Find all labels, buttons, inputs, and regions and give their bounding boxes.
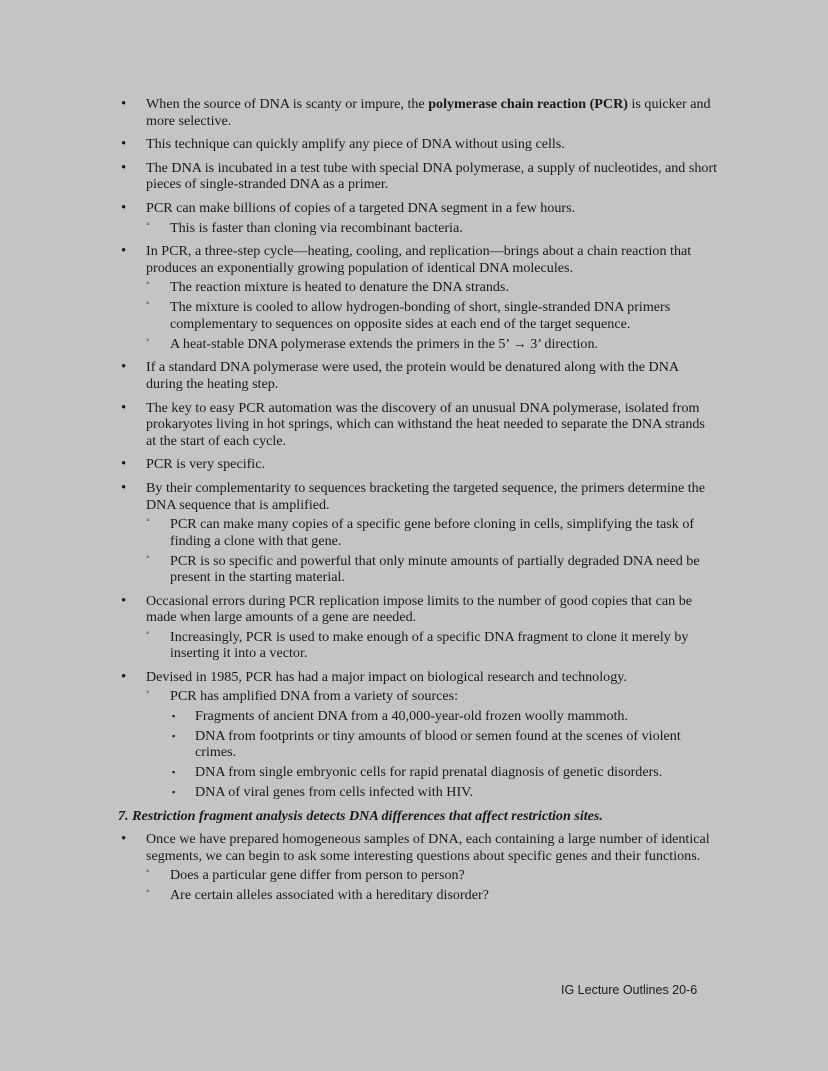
bullet-marker: • [121, 243, 127, 260]
list-item [118, 831, 718, 904]
sub-list [146, 220, 718, 237]
sub-item-text: The reaction mixture is heated to denature the DNA strands. [170, 279, 509, 296]
sub-list [146, 629, 718, 662]
list-item [118, 669, 718, 801]
sub-item-text: PCR is so specific and powerful that only minute amounts of partially degraded DNA need be present in the starting material. [170, 552, 700, 585]
sub-sub-item-text: DNA from single embryonic cells for rapid prenatal diagnosis of genetic disorders. [195, 764, 663, 781]
list-item [118, 243, 718, 352]
sub-list-item [146, 629, 718, 662]
sub-sub-item-text: DNA of viral genes from cells infected with HIV. [195, 784, 474, 801]
bullet-marker: • [121, 359, 127, 376]
bullet-marker: • [121, 592, 127, 609]
sub-list [146, 867, 718, 904]
sub-list [146, 279, 718, 352]
bullet-marker: • [121, 399, 127, 416]
item-text: In PCR, a three-step cycle—heating, cooling, and replication—brings about a chain reaction that produces an exponentially growing population of identical DNA molecules. [146, 243, 692, 276]
sub-item-text: Increasingly, PCR is used to make enough of a specific DNA fragment to clone it merely by inserting it into a vector. [170, 628, 689, 662]
bullet-marker: • [121, 668, 127, 685]
bullet-marker: • [121, 480, 127, 496]
bullet-marker: • [121, 831, 127, 848]
square-bullet-marker: ▪ [172, 730, 176, 741]
sub-item-text: This is faster than cloning via recombinant bacteria. [170, 219, 463, 236]
sub-sub-list-item [170, 708, 718, 725]
sub-bullet-marker: ◦ [146, 866, 150, 878]
sub-sub-item-text: DNA from footprints or tiny amounts of blood or semen found at the scenes of violent crimes. [195, 727, 681, 761]
sub-list-item [146, 887, 718, 904]
sub-item-text: Does a particular gene differ from person to person? [170, 867, 465, 884]
pcr-outline-list [118, 96, 718, 801]
bullet-marker: • [121, 96, 127, 112]
item-text: Occasional errors during PCR replication impose limits to the number of good copies that can be made when large amounts of a gene are needed. [146, 592, 693, 626]
sub-list-item [146, 220, 718, 237]
square-bullet-marker: ▪ [172, 787, 176, 798]
sub-sub-list [170, 708, 718, 801]
sub-list-item [146, 688, 718, 801]
sub-list [146, 688, 718, 801]
sub-item-text: Are certain alleles associated with a hereditary disorder? [170, 887, 489, 904]
list-item [118, 480, 718, 586]
bullet-marker: • [121, 456, 127, 473]
list-item [118, 593, 718, 662]
bullet-marker: • [121, 200, 127, 217]
sub-bullet-marker: ◦ [146, 551, 150, 563]
item-text: This technique can quickly amplify any piece of DNA without using cells. [146, 136, 565, 153]
sub-bullet-marker: ◦ [146, 298, 150, 310]
sub-list-item [146, 867, 718, 884]
sub-list-item [146, 553, 718, 586]
sub-bullet-marker: ◦ [146, 687, 150, 699]
list-item [118, 359, 718, 392]
bullet-marker: • [121, 136, 127, 153]
item-text: Devised in 1985, PCR has had a major impact on biological research and technology. [146, 668, 627, 685]
sub-sub-list-item [170, 784, 718, 801]
page-footer: IG Lecture Outlines 20-6 [561, 983, 698, 997]
list-item [118, 136, 718, 153]
item-text: PCR can make billions of copies of a targeted DNA segment in a few hours. [146, 200, 576, 217]
outline-content [118, 96, 718, 911]
bullet-marker: • [121, 159, 127, 176]
square-bullet-marker: ▪ [172, 710, 176, 721]
sub-item-text: PCR has amplified DNA from a variety of sources: [170, 688, 459, 705]
item-text: PCR is very specific. [146, 456, 265, 473]
item-text: Once we have prepared homogeneous samples of DNA, each containing a large number of identical segments, we can begin to ask some interesting questions about specific genes and their functions. [146, 831, 710, 864]
sub-bullet-marker: ◦ [146, 886, 150, 898]
item-text: If a standard DNA polymerase were used, the protein would be denatured along with the DNA during the heating step. [146, 359, 679, 392]
section-heading: 7. Restriction fragment analysis detects DNA differences that affect restriction sites. [118, 808, 603, 825]
sub-list [146, 516, 718, 586]
item-text: By their complementarity to sequences bracketing the targeted sequence, the primers determine the DNA sequence that is amplified. [146, 480, 705, 513]
sub-list-item [146, 516, 718, 549]
sub-item-text: The mixture is cooled to allow hydrogen-bonding of short, single-stranded DNA primers complementary to sequences on opposite sides at each end of the target sequence. [170, 299, 671, 332]
sub-list-item [146, 336, 718, 353]
list-item [118, 200, 718, 236]
sub-item-text: A heat-stable DNA polymerase extends the primers in the 5’ → 3’ direction. [170, 335, 599, 352]
item-text: is quicker and more selective. [146, 96, 711, 129]
item-text: The DNA is incubated in a test tube with special DNA polymerase, a supply of nucleotides, and short pieces of single-stranded DNA as a primer. [146, 159, 718, 193]
list-item [118, 456, 718, 473]
item-text: The key to easy PCR automation was the discovery of an unusual DNA polymerase, isolated from prokaryotes living in hot springs, which can withstand the heat needed to separate the DNA strands at the start of each cycle. [146, 399, 705, 449]
sub-bullet-marker: ◦ [146, 218, 150, 230]
sub-item-text: PCR can make many copies of a specific gene before cloning in cells, simplifying the task of finding a clone with that gene. [170, 516, 695, 549]
section-list [118, 831, 718, 904]
item-text: When the source of DNA is scanty or impure, the [146, 96, 429, 112]
sub-bullet-marker: ◦ [146, 627, 150, 639]
sub-list-item [146, 279, 718, 296]
list-item [118, 400, 718, 450]
sub-list-item [146, 299, 718, 332]
square-bullet-marker: ▪ [172, 767, 176, 778]
list-item [118, 160, 718, 193]
list-item [118, 96, 718, 129]
sub-sub-item-text: Fragments of ancient DNA from a 40,000-year-old frozen woolly mammoth. [195, 707, 628, 724]
sub-sub-list-item [170, 764, 718, 781]
sub-bullet-marker: ◦ [146, 515, 150, 526]
sub-bullet-marker: ◦ [146, 334, 150, 346]
sub-sub-list-item [170, 728, 718, 761]
sub-bullet-marker: ◦ [146, 278, 150, 290]
item-text-bold: polymerase chain reaction (PCR) [428, 96, 628, 112]
